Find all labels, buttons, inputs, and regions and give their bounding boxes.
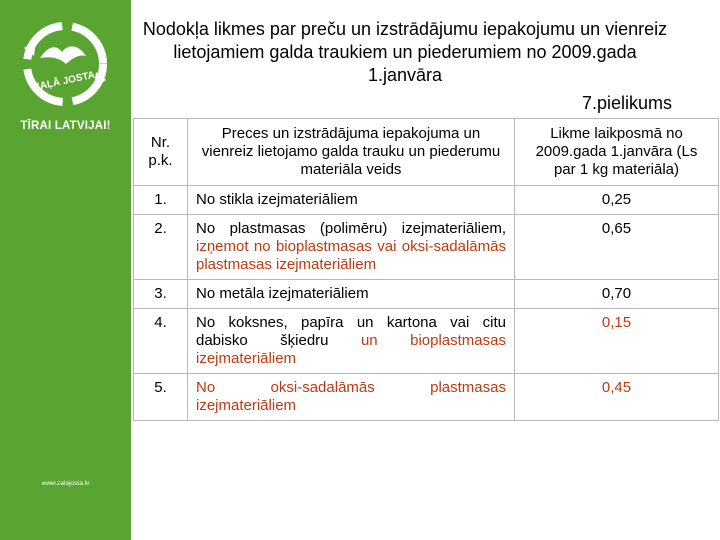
row-material-highlight: izņemot no bioplastmasas vai oksi-sadalāmās plastmasas izejmateriāliem	[196, 238, 506, 273]
appendix-label: 7.pielikums	[581, 93, 672, 113]
row-num: 4.	[134, 309, 188, 374]
row-rate: 0,25	[515, 186, 719, 215]
header-num: Nr. p.k.	[134, 119, 188, 186]
row-material: No oksi-sadalāmās plastmasas izejmateriāliem	[188, 374, 515, 421]
table-row	[134, 309, 719, 374]
row-num: 5.	[134, 374, 188, 421]
row-material	[188, 215, 515, 280]
row-material: No metāla izejmateriāliem	[188, 280, 515, 309]
row-rate: 0,65	[515, 215, 719, 280]
row-num: 3.	[134, 280, 188, 309]
zala-josta-logo-icon	[10, 18, 120, 110]
row-material: No stikla izejmateriāliem	[188, 186, 515, 215]
header-material: Preces un izstrādājuma iepakojuma un vienreiz lietojamo galda trauku un piederumu materiāla veids	[188, 119, 515, 186]
website-link[interactable]: www.zalajosta.lv	[41, 480, 90, 487]
row-rate: 0,45	[515, 374, 719, 421]
table-row	[134, 215, 719, 280]
row-rate: 0,15	[515, 309, 719, 374]
row-material	[188, 309, 515, 374]
sidebar	[0, 0, 131, 540]
table-row	[134, 280, 719, 309]
table-header-row	[134, 119, 719, 186]
logo-text: ZAĻĀ JOSTA	[32, 69, 96, 94]
row-num: 1.	[134, 186, 188, 215]
row-num: 2.	[134, 215, 188, 280]
row-rate: 0,70	[515, 280, 719, 309]
page-title: Nodokļa likmes par preču un izstrādājumu iepakojumu un vienreiz lietojamiem galda traukiem un piederumiem no 2009.gada 1.janvāra	[142, 19, 668, 85]
slogan: TĪRAI LATVIJAI!	[20, 120, 111, 132]
row-material-part: No plastmasas (polimēru) izejmateriāliem,	[196, 220, 506, 237]
row-material-part: No koksnes, papīra un kartona vai citu dabisko šķiedru	[196, 314, 506, 349]
header-rate: Likme laikposmā no 2009.gada 1.janvāra (Ls par 1 kg materiāla)	[515, 119, 719, 186]
row-material-highlight: un bioplastmasas izejmateriāliem	[196, 332, 506, 367]
table-row	[134, 374, 719, 421]
tax-rates-table	[133, 118, 719, 421]
table-row	[134, 186, 719, 215]
